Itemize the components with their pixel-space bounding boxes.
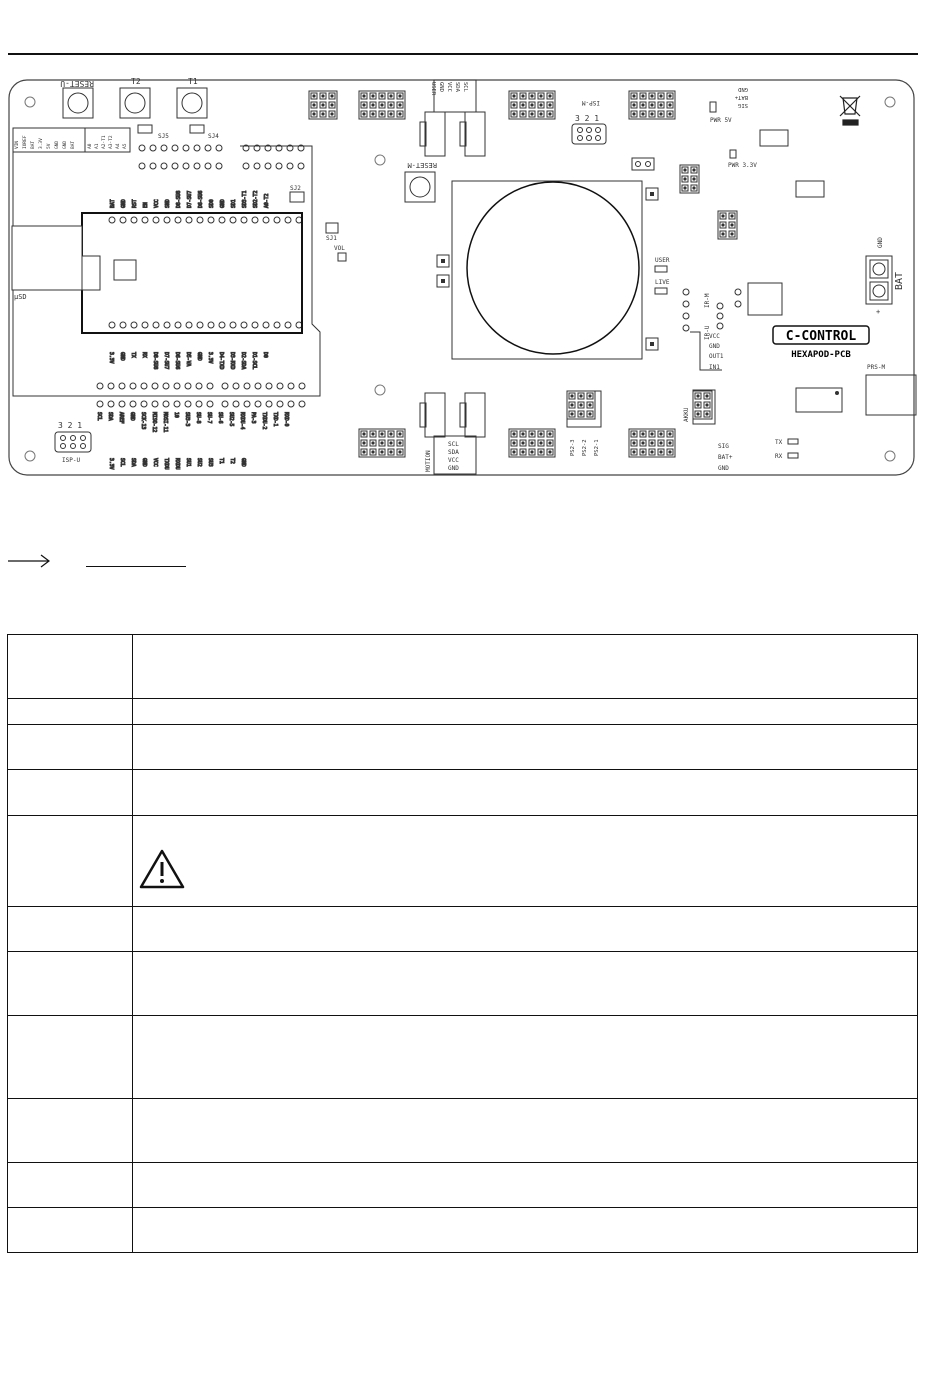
servo-pin-hole [539,450,542,453]
svg-text:SCL: SCL [448,441,459,448]
svg-text:PS2-1: PS2-1 [594,439,600,456]
servo-pin-hole [362,112,365,115]
svg-text:A2-T1: A2-T1 [102,135,107,149]
servo-pin-hole [380,441,383,444]
pin-label: SCL [96,412,101,421]
svg-text:IR-U: IR-U [704,325,711,340]
servo-pin-hole [371,94,374,97]
svg-text:PWR 5V: PWR 5V [710,117,732,124]
sj5-label: SJ5 [158,133,169,140]
svg-text:BAT+: BAT+ [718,454,733,461]
pin-label: AREF [118,412,123,424]
servo-pin-hole [512,94,515,97]
pin-label: SD0 [210,199,215,208]
svg-text:A3-T2: A3-T2 [109,135,114,149]
svg-text:PRS-M: PRS-M [867,364,886,371]
pin-label: D3-RXD [229,352,234,370]
svg-text:BAT: BAT [31,140,36,149]
servo-pin-hole [721,214,724,217]
servo-pin-hole [398,103,401,106]
servo-pin-hole [588,412,591,415]
servo-pin-hole [588,403,591,406]
pin-label: 10 [173,412,178,418]
servo-pin-hole [659,103,662,106]
servo-pin-hole [696,412,699,415]
servo-pin-hole [570,412,573,415]
servo-pin-hole [389,103,392,106]
servo-pin-hole [312,103,315,106]
servo-pin-hole [512,450,515,453]
servo-pin-hole [659,94,662,97]
servo-pin-hole [530,94,533,97]
svg-text:GND: GND [448,465,459,472]
servo-pin-hole [362,432,365,435]
brand-label: C-CONTROL [785,329,857,344]
servo-pin-hole [650,103,653,106]
pin-label: SU2 [196,458,201,467]
svg-text:SIG: SIG [718,443,729,450]
pin-label: MOSI-11 [162,412,167,433]
servo-pin-hole [668,432,671,435]
pin-label: A0-T2 [265,193,270,208]
servo-pin-hole [668,103,671,106]
servo-pin-hole [668,112,671,115]
arrow-icon [8,553,52,569]
servo-pin-hole [730,214,733,217]
servo-pin-hole [521,94,524,97]
pin-label: T2 [229,458,234,464]
pin-label: D4-TXD [218,352,223,370]
servo-pin-hole [588,394,591,397]
servo-pin-hole [389,441,392,444]
servo-pin-hole [321,103,324,106]
pin-label: SU-7 [206,412,211,424]
servo-pin-hole [539,103,542,106]
pcb-diagram [0,70,950,480]
servo-pin-hole [380,103,383,106]
spec-table [7,634,918,1253]
svg-text:PS2-2: PS2-2 [582,439,588,456]
pin-label: D2-SDA [240,352,245,370]
svg-text:IOREF: IOREF [23,135,28,149]
servo-pin-hole [389,450,392,453]
svg-text:PS2-3: PS2-3 [570,439,576,456]
servo-pin-hole [632,94,635,97]
svg-text:+: + [876,308,881,316]
servo-pin-hole [312,112,315,115]
servo-pin-hole [650,441,653,444]
servo-pin-hole [579,412,582,415]
svg-text:A0: A0 [88,143,93,149]
svg-text:BAT+: BAT+ [734,94,748,100]
pin-label: GND [141,458,146,467]
servo-pin-hole [696,403,699,406]
servo-pin-hole [398,432,401,435]
servo-pin-hole [530,103,533,106]
pin-label: D7-SU7 [163,352,168,370]
svg-text:A1: A1 [95,143,100,149]
pin-label: GND [122,199,127,208]
servo-pin-hole [330,112,333,115]
svg-text:3 2 1: 3 2 1 [575,114,600,123]
pin-label: D8-SU8 [177,190,182,208]
svg-text:5V: 5V [47,143,52,149]
pin-label: D0 [262,352,267,358]
vol-label: VOL [334,245,345,252]
pin-label: D1-SCL [251,352,256,370]
pin-label: TXDU [163,458,168,470]
reset-m-label: RESET-M [407,161,437,169]
svg-text:AKKU: AKKU [683,407,690,422]
servo-pin-hole [548,94,551,97]
pin-label: D6-SU6 [199,190,204,208]
pin-label: SU-8 [195,412,200,424]
pin-label: EN [144,202,149,208]
svg-text:GND: GND [438,82,444,92]
svg-text:USER: USER [655,257,670,264]
servo-pin-hole [579,394,582,397]
servo-pin-hole [641,103,644,106]
servo-pin-hole [398,450,401,453]
servo-pin-hole [548,441,551,444]
pin-label: MISO-12 [151,412,156,433]
servo-pin-hole [512,103,515,106]
pin-label: D6-SU6 [174,352,179,370]
servo-pin-hole [659,450,662,453]
servo-pin-hole [380,432,383,435]
svg-text:BAT: BAT [71,140,76,149]
servo-pin-hole [539,94,542,97]
svg-text:A5: A5 [123,143,128,149]
servo-pin-hole [389,94,392,97]
servo-pin-hole [371,441,374,444]
subbrand-label: HEXAPOD-PCB [791,350,851,360]
pin-label: VCC [155,199,160,208]
svg-text:VCC: VCC [448,457,459,464]
pin-label: RXDU-4 [239,412,244,430]
pin-label: GND [196,352,201,361]
servo-pin-hole [692,168,695,171]
servo-pin-hole [389,112,392,115]
servo-pin-hole [512,441,515,444]
servo-pin-hole [371,432,374,435]
pin-label: SU3 [207,458,212,467]
servo-pin-hole [641,441,644,444]
servo-pin-hole [632,441,635,444]
svg-text:VCC: VCC [446,82,452,92]
svg-text:3 2 1: 3 2 1 [58,421,83,430]
servo-pin-hole [641,112,644,115]
usd-label: µSD [14,293,27,301]
servo-pin-hole [362,94,365,97]
servo-pin-hole [668,450,671,453]
t1-label: T1 [188,77,198,86]
pin-label: SU-6 [217,412,222,424]
svg-text:SIG: SIG [738,102,748,108]
pin-label: TX [130,352,135,358]
svg-text:3.3V: 3.3V [39,138,44,149]
sj1-label: SJ1 [326,235,337,242]
servo-pin-hole [570,403,573,406]
servo-pin-hole [692,177,695,180]
pin-label: GND [119,352,124,361]
svg-text:GND: GND [709,343,720,350]
pin-label: TXDU-2 [261,412,266,430]
servo-pin-hole [641,94,644,97]
svg-text:SDA: SDA [454,82,460,92]
servo-pin-hole [398,112,401,115]
servo-pin-hole [632,450,635,453]
servo-pin-hole [659,441,662,444]
pin-label: RXD-0 [283,412,288,427]
svg-text:IN1: IN1 [709,364,720,371]
svg-text:GND: GND [63,140,68,149]
svg-text:A4: A4 [116,143,121,149]
servo-pin-hole [730,232,733,235]
svg-text:OUT1: OUT1 [709,353,724,360]
servo-pin-hole [705,403,708,406]
servo-pin-hole [330,94,333,97]
servo-pin-hole [521,432,524,435]
pin-label: D8-SU8 [152,352,157,370]
pin-label: SD2-T2 [254,190,259,208]
pin-label: SDA [107,412,112,421]
usd-slot [12,226,82,290]
note-underline [86,566,186,567]
svg-text:SDA: SDA [448,449,459,456]
servo-pin-hole [521,103,524,106]
pin-label: D5-VA [185,352,190,367]
svg-text:RX: RX [775,453,783,460]
pin-label: BAT [111,199,116,208]
servo-pin-hole [521,112,524,115]
pin-label: VCC [152,458,157,467]
pin-label: SND [166,199,171,208]
t2-label: T2 [131,77,141,86]
top-rule [8,53,918,55]
pin-label: SCL [119,458,124,467]
pin-label: RXDU [174,458,179,470]
sj2-label: SJ2 [290,185,301,192]
svg-text:LIVE: LIVE [655,279,670,286]
servo-pin-hole [721,223,724,226]
servo-pin-hole [398,441,401,444]
pin-label: SU2-5 [228,412,233,427]
pin-label: GND [129,412,134,421]
servo-pin-hole [683,168,686,171]
servo-pin-hole [321,94,324,97]
reset-m-button [405,161,437,202]
sj4-label: SJ4 [208,133,219,140]
servo-pin-hole [705,394,708,397]
pin-label: RX [141,352,146,358]
svg-text:MOTION: MOTION [425,450,432,472]
servo-pin-hole [641,450,644,453]
warning-icon [138,848,186,890]
pin-label: SD1 [232,199,237,208]
servo-pin-hole [521,441,524,444]
servo-pin-hole [548,450,551,453]
servo-pin-hole [521,450,524,453]
servo-pin-hole [362,450,365,453]
servo-pin-hole [683,177,686,180]
pin-label: 3.3V [207,352,212,364]
servo-pin-hole [539,441,542,444]
servo-pin-hole [371,450,374,453]
pin-label: GND [240,458,245,467]
servo-pin-hole [650,450,653,453]
svg-text:PWR 3.3V: PWR 3.3V [728,162,757,169]
servo-pin-hole [632,112,635,115]
pin-label: RST [133,199,138,208]
pin-label: GND [221,199,226,208]
servo-pin-hole [650,94,653,97]
svg-text:SCL: SCL [462,82,468,92]
servo-pin-hole [632,432,635,435]
servo-pin-hole [330,103,333,106]
servo-pin-hole [530,441,533,444]
pin-label: TXD-1 [272,412,277,427]
servo-pin-hole [539,112,542,115]
servo-pin-hole [650,432,653,435]
servo-pin-hole [371,112,374,115]
pin-label: T1 [218,458,223,464]
servo-pin-hole [380,450,383,453]
servo-pin-hole [692,186,695,189]
svg-text:GND: GND [718,465,729,472]
servo-pin-hole [632,103,635,106]
servo-pin-hole [530,432,533,435]
servo-pin-hole [512,432,515,435]
servo-pin-hole [362,103,365,106]
pin-label: SCK-13 [140,412,145,430]
servo-pin-hole [579,403,582,406]
svg-text:GND: GND [877,237,884,248]
pin-label: D7-SU7 [188,190,193,208]
servo-pin-hole [668,441,671,444]
servo-pin-hole [380,112,383,115]
svg-text:GND: GND [738,86,748,92]
svg-text:ISP-M: ISP-M [581,99,600,106]
servo-pin-hole [668,94,671,97]
reset-u-button [60,79,94,118]
pin-label: SU1 [185,458,190,467]
servo-pin-hole [312,94,315,97]
servo-pin-hole [705,412,708,415]
svg-text:ISP-U: ISP-U [62,457,81,464]
svg-text:VIN: VIN [15,140,20,149]
svg-text:BAT: BAT [894,271,905,290]
servo-pin-hole [659,112,662,115]
servo-pin-hole [530,450,533,453]
servo-pin-hole [398,94,401,97]
servo-pin-hole [380,94,383,97]
servo-pin-hole [548,432,551,435]
reset-u-label: RESET-U [60,79,94,88]
pin-label: SU3-3 [184,412,189,427]
servo-pin-hole [730,223,733,226]
pin-label: SDA [130,458,135,467]
svg-text:TX: TX [775,439,783,446]
servo-pin-hole [512,112,515,115]
servo-pin-hole [539,432,542,435]
svg-text:GND: GND [55,140,60,149]
pin-label: 3.3V [108,352,113,364]
servo-pin-hole [321,112,324,115]
servo-pin-hole [548,103,551,106]
servo-pin-hole [389,432,392,435]
servo-pin-hole [659,432,662,435]
pin-label: SD3-T1 [243,190,248,208]
servo-pin-hole [683,186,686,189]
servo-pin-hole [721,232,724,235]
servo-pin-hole [641,432,644,435]
servo-pin-hole [371,103,374,106]
pin-label: PA-3 [250,412,255,424]
servo-pin-hole [548,112,551,115]
servo-pin-hole [696,394,699,397]
svg-text:IR-M: IR-M [704,293,711,308]
servo-pin-hole [530,112,533,115]
servo-pin-hole [650,112,653,115]
svg-text:USER: USER [430,82,436,96]
servo-pin-hole [570,394,573,397]
svg-text:VCC: VCC [709,333,720,340]
servo-pin-hole [362,441,365,444]
pin-label: 3.3V [108,458,113,470]
